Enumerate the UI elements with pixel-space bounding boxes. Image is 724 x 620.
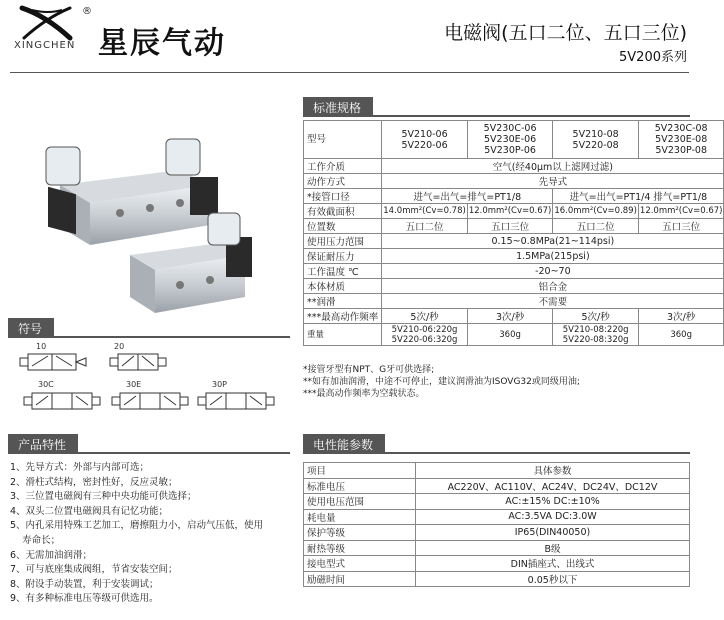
header-divider <box>10 72 689 73</box>
row-label: 保护等级 <box>304 525 416 541</box>
row-value: 五口三位 <box>638 219 724 234</box>
spec-note: ***最高动作频率为空载状态。 <box>303 389 425 399</box>
symbol-section-title: 符号 <box>8 318 54 336</box>
row-value: 360g <box>467 324 553 346</box>
list-item: 3、三位置电磁阀有三种中央功能可供选择； <box>10 491 197 503</box>
row-value: 12.0mm²(Cv=0.67) <box>638 204 724 219</box>
weight-value: 5V210-08:220g 5V220-08:320g <box>562 324 629 345</box>
row-value: 5次/秒 <box>553 309 639 324</box>
model-name: 5V210-06 5V220-06 <box>401 128 448 151</box>
row-label: **润滑 <box>304 294 382 309</box>
electrical-section-title: 电性能参数 <box>303 434 385 452</box>
list-item: 7、可与底座集成阀组，节省安装空间； <box>10 564 178 576</box>
row-label: 使用压力范围 <box>304 234 382 249</box>
row-value: 五口三位 <box>467 219 553 234</box>
row-value: 进气=出气=排气=PT1/8 <box>382 189 553 204</box>
spec-section-title: 标准规格 <box>303 97 373 115</box>
list-item: 4、双头二位置电磁阀具有记忆功能； <box>10 505 169 517</box>
table-row <box>304 219 724 234</box>
column-header: 具体参数 <box>416 463 690 479</box>
electrical-section-header <box>303 434 690 454</box>
row-value: 16.0mm²(Cv=0.89) <box>553 204 639 219</box>
list-item: 5、内孔采用特殊工艺加工，磨擦阻力小，启动气压低，使用 <box>10 520 264 532</box>
symbol-30e-icon <box>112 390 192 412</box>
row-label: 耗电量 <box>304 509 416 525</box>
features-section-title: 产品特性 <box>8 434 78 452</box>
list-item: 1、先导方式：外部与内部可选； <box>10 462 150 473</box>
row-value: -20~70 <box>382 264 724 279</box>
row-value: 1.5MPa(215psi) <box>382 249 724 264</box>
table-row <box>304 509 690 525</box>
features-section-header <box>8 434 290 454</box>
row-label: *接管口径 <box>304 189 382 204</box>
row-value: IP65(DIN40050) <box>416 525 690 541</box>
feature-list <box>10 461 292 607</box>
symbol-30e-label: 30E <box>126 380 142 389</box>
model-cell <box>382 121 468 159</box>
spec-note: *接管牙型有NPT、G牙可供选择; <box>303 365 435 375</box>
spec-section-header <box>303 97 690 117</box>
row-value: 3次/秒 <box>467 309 553 324</box>
brand-logo-icon <box>18 6 74 40</box>
table-row <box>304 204 724 219</box>
table-row <box>304 540 690 556</box>
table-row <box>304 571 690 587</box>
table-row <box>304 279 724 294</box>
list-item: 6、无需加油润滑； <box>10 549 93 561</box>
row-value: 先导式 <box>382 174 724 189</box>
row-value: 3次/秒 <box>638 309 724 324</box>
electrical-table <box>303 462 690 587</box>
document-title: 电磁阀(五口二位、五口三位) <box>444 22 687 44</box>
table-row <box>304 556 690 572</box>
table-row <box>304 478 690 494</box>
table-row <box>304 309 724 324</box>
row-label: 重量 <box>304 324 382 346</box>
table-row <box>304 174 724 189</box>
table-row <box>304 324 724 346</box>
list-item: 2、滑柱式结构，密封性好，反应灵敏； <box>10 476 178 488</box>
spec-table <box>303 120 723 346</box>
symbol-30c-label: 30C <box>38 380 54 389</box>
row-value: AC:±15% DC:±10% <box>416 494 690 510</box>
table-row <box>304 189 724 204</box>
row-value: 五口二位 <box>553 219 639 234</box>
table-row <box>304 294 724 309</box>
row-value: 0.15~0.8MPa(21~114psi) <box>382 234 724 249</box>
symbol-30p-icon <box>198 390 278 412</box>
row-label: 保证耐压力 <box>304 249 382 264</box>
row-value: 0.05秒以下 <box>416 571 690 587</box>
row-value: B级 <box>416 540 690 556</box>
solenoid-valve-product-image <box>30 125 270 315</box>
valve-symbols <box>10 340 300 420</box>
row-label: 位置数 <box>304 219 382 234</box>
row-label: 动作方式 <box>304 174 382 189</box>
row-label: 接电型式 <box>304 556 416 572</box>
row-label: ***最高动作频率 <box>304 309 382 324</box>
list-item: 8、附设手动装置，利于安装调试； <box>10 578 159 590</box>
list-item: 9、有多种标准电压等级可供选用。 <box>10 593 159 605</box>
registered-mark: ® <box>82 6 92 17</box>
model-label: 型号 <box>304 121 382 159</box>
symbol-20-label: 20 <box>114 342 125 351</box>
model-cell <box>638 121 724 159</box>
row-value: 不需要 <box>382 294 724 309</box>
row-value: 五口二位 <box>382 219 468 234</box>
row-label: 工作介质 <box>304 159 382 174</box>
model-name: 5V230C-06 5V230E-06 5V230P-06 <box>483 123 537 156</box>
table-row <box>304 249 724 264</box>
brand-name-cn: 星辰气动 <box>98 26 226 61</box>
symbol-20-icon <box>110 352 170 372</box>
table-row <box>304 121 724 159</box>
row-label: 耐热等级 <box>304 540 416 556</box>
row-value: AC220V、AC110V、AC24V、DC24V、DC12V <box>416 478 690 494</box>
table-row <box>304 463 690 479</box>
column-header: 项目 <box>304 463 416 479</box>
document-series: 5V200系列 <box>619 50 687 65</box>
row-label: 使用电压范围 <box>304 494 416 510</box>
symbol-10-icon <box>20 352 90 372</box>
spec-notes <box>303 364 580 400</box>
table-row <box>304 159 724 174</box>
table-row <box>304 234 724 249</box>
symbol-10-label: 10 <box>36 342 47 351</box>
spec-note: **如有加油润滑，中途不可停止，建议润滑油为ISOVG32或同级用油; <box>303 377 580 387</box>
list-item: 寿命长； <box>10 534 61 546</box>
model-cell <box>467 121 553 159</box>
row-value: DIN插座式、出线式 <box>416 556 690 572</box>
row-value <box>382 324 468 346</box>
row-value: 铝合金 <box>382 279 724 294</box>
row-value: 5次/秒 <box>382 309 468 324</box>
row-label: 工作温度 ℃ <box>304 264 382 279</box>
row-label: 励磁时间 <box>304 571 416 587</box>
row-label: 标准电压 <box>304 478 416 494</box>
row-value: AC:3.5VA DC:3.0W <box>416 509 690 525</box>
symbol-section-header <box>8 318 290 338</box>
model-cell <box>553 121 639 159</box>
row-label: 本体材质 <box>304 279 382 294</box>
row-value <box>553 324 639 346</box>
model-name: 5V230C-08 5V230E-08 5V230P-08 <box>654 123 708 156</box>
table-row <box>304 494 690 510</box>
row-value: 14.0mm²(Cv=0.78) <box>382 204 468 219</box>
row-value: 空气(经40μm以上滤网过滤) <box>382 159 724 174</box>
model-name: 5V210-08 5V220-08 <box>572 128 619 151</box>
symbol-30p-label: 30P <box>212 380 228 389</box>
row-label: 有效截面积 <box>304 204 382 219</box>
symbol-30c-icon <box>24 390 104 412</box>
brand-name-en: XINGCHEN <box>14 40 76 51</box>
row-value: 12.0mm²(Cv=0.67) <box>467 204 553 219</box>
weight-value: 5V210-06:220g 5V220-06:320g <box>391 324 458 345</box>
table-row <box>304 525 690 541</box>
row-value: 360g <box>638 324 724 346</box>
table-row <box>304 264 724 279</box>
row-value: 进气=出气=PT1/4 排气=PT1/8 <box>553 189 724 204</box>
